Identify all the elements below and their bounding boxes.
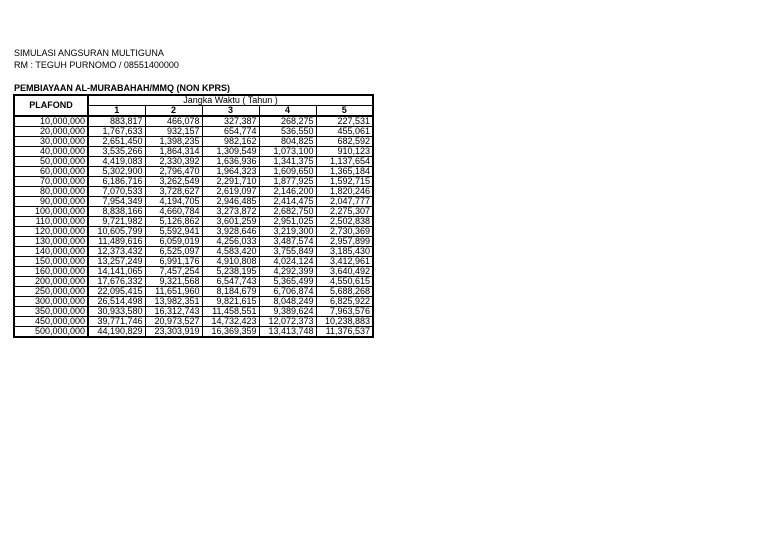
plafond-cell: 90,000,000 (14, 197, 88, 207)
installment-cell: 2,275,307 (316, 207, 373, 217)
installment-cell: 17,676,332 (88, 277, 145, 287)
installment-cell: 39,771,746 (88, 317, 145, 327)
table-row (14, 207, 373, 217)
installment-cell: 654,774 (202, 127, 259, 137)
installment-cell: 2,957,899 (316, 237, 373, 247)
table-row (14, 327, 373, 338)
installment-cell: 6,186,716 (88, 177, 145, 187)
installment-cell: 11,376,537 (316, 327, 373, 338)
installment-cell: 4,660,784 (145, 207, 202, 217)
installment-cell: 5,302,900 (88, 167, 145, 177)
plafond-cell: 10,000,000 (14, 116, 88, 127)
installment-cell: 4,910,808 (202, 257, 259, 267)
installment-cell: 12,373,432 (88, 247, 145, 257)
installment-cell: 1,309,549 (202, 147, 259, 157)
plafond-cell: 350,000,000 (14, 307, 88, 317)
installment-cell: 2,414,475 (259, 197, 316, 207)
installment-cell: 13,257,249 (88, 257, 145, 267)
year-header: 3 (202, 106, 259, 117)
installment-cell: 3,728,627 (145, 187, 202, 197)
plafond-header: PLAFOND (14, 95, 88, 116)
plafond-cell: 110,000,000 (14, 217, 88, 227)
installment-cell: 2,796,470 (145, 167, 202, 177)
installment-cell: 22,095,415 (88, 287, 145, 297)
plafond-cell: 30,000,000 (14, 137, 88, 147)
table-row (14, 197, 373, 207)
installment-cell: 2,146,200 (259, 187, 316, 197)
year-header: 1 (88, 106, 145, 117)
installment-cell: 9,821,615 (202, 297, 259, 307)
installment-cell: 1,864,314 (145, 147, 202, 157)
year-header: 5 (316, 106, 373, 117)
installment-cell: 13,413,748 (259, 327, 316, 338)
installment-cell: 4,194,705 (145, 197, 202, 207)
document-title: SIMULASI ANGSURAN MULTIGUNA (14, 48, 164, 58)
table-row (14, 247, 373, 257)
installment-cell: 1,592,715 (316, 177, 373, 187)
year-header: 4 (259, 106, 316, 117)
installment-cell: 3,535,266 (88, 147, 145, 157)
table-row (14, 137, 373, 147)
installment-cell: 9,721,982 (88, 217, 145, 227)
installment-cell: 804,825 (259, 137, 316, 147)
table-row (14, 167, 373, 177)
installment-cell: 2,502,838 (316, 217, 373, 227)
installment-cell: 4,583,420 (202, 247, 259, 257)
table-row (14, 317, 373, 327)
installment-cell: 2,291,710 (202, 177, 259, 187)
installment-cell: 5,365,499 (259, 277, 316, 287)
installment-cell: 4,550,615 (316, 277, 373, 287)
installment-cell: 6,825,922 (316, 297, 373, 307)
installment-cell: 268,275 (259, 116, 316, 127)
table-row (14, 277, 373, 287)
installment-cell: 1,609,650 (259, 167, 316, 177)
table-row (14, 157, 373, 167)
installment-cell: 3,487,574 (259, 237, 316, 247)
installment-cell: 1,877,925 (259, 177, 316, 187)
installment-cell: 10,605,799 (88, 227, 145, 237)
installment-cell: 7,963,576 (316, 307, 373, 317)
installment-cell: 2,730,369 (316, 227, 373, 237)
installment-cell: 8,184,679 (202, 287, 259, 297)
installment-cell: 1,964,323 (202, 167, 259, 177)
installment-cell: 8,048,249 (259, 297, 316, 307)
installment-cell: 10,238,883 (316, 317, 373, 327)
installment-cell: 3,755,849 (259, 247, 316, 257)
table-row (14, 116, 373, 127)
installment-cell: 1,365,184 (316, 167, 373, 177)
installment-cell: 1,636,936 (202, 157, 259, 167)
installment-cell: 7,457,254 (145, 267, 202, 277)
installment-cell: 682,592 (316, 137, 373, 147)
installment-cell: 1,398,235 (145, 137, 202, 147)
table-body (14, 116, 373, 337)
installment-cell: 5,238,195 (202, 267, 259, 277)
plafond-cell: 200,000,000 (14, 277, 88, 287)
installment-cell: 1,820,246 (316, 187, 373, 197)
plafond-cell: 100,000,000 (14, 207, 88, 217)
plafond-cell: 140,000,000 (14, 247, 88, 257)
installment-cell: 8,838,166 (88, 207, 145, 217)
installment-cell: 3,601,259 (202, 217, 259, 227)
installment-cell: 20,973,527 (145, 317, 202, 327)
installment-cell: 883,817 (88, 116, 145, 127)
table-row (14, 267, 373, 277)
installment-cell: 3,185,430 (316, 247, 373, 257)
installment-cell: 7,954,349 (88, 197, 145, 207)
installment-cell: 11,458,551 (202, 307, 259, 317)
installment-cell: 1,341,375 (259, 157, 316, 167)
table-row (14, 237, 373, 247)
plafond-cell: 60,000,000 (14, 167, 88, 177)
plafond-cell: 250,000,000 (14, 287, 88, 297)
installment-cell: 2,047,777 (316, 197, 373, 207)
installment-cell: 6,547,743 (202, 277, 259, 287)
installment-cell: 3,928,646 (202, 227, 259, 237)
installment-table (13, 94, 374, 338)
installment-cell: 455,061 (316, 127, 373, 137)
plafond-cell: 50,000,000 (14, 157, 88, 167)
installment-cell: 5,592,941 (145, 227, 202, 237)
plafond-cell: 70,000,000 (14, 177, 88, 187)
table-row (14, 287, 373, 297)
installment-cell: 6,991,176 (145, 257, 202, 267)
table-row (14, 307, 373, 317)
installment-cell: 13,982,351 (145, 297, 202, 307)
installment-cell: 7,070,533 (88, 187, 145, 197)
table-row (14, 147, 373, 157)
plafond-cell: 300,000,000 (14, 297, 88, 307)
table-row (14, 127, 373, 137)
table-row (14, 227, 373, 237)
table-row (14, 257, 373, 267)
plafond-cell: 80,000,000 (14, 187, 88, 197)
installment-cell: 14,732,423 (202, 317, 259, 327)
installment-cell: 1,767,633 (88, 127, 145, 137)
installment-cell: 3,262,549 (145, 177, 202, 187)
installment-cell: 2,946,485 (202, 197, 259, 207)
term-header: Jangka Waktu ( Tahun ) (88, 95, 373, 106)
installment-cell: 3,412,961 (316, 257, 373, 267)
installment-cell: 16,369,359 (202, 327, 259, 338)
installment-cell: 26,514,498 (88, 297, 145, 307)
plafond-cell: 120,000,000 (14, 227, 88, 237)
table-row (14, 177, 373, 187)
installment-cell: 30,933,580 (88, 307, 145, 317)
installment-cell: 23,303,919 (145, 327, 202, 338)
section-title: PEMBIAYAAN AL-MURABAHAH/MMQ (NON KPRS) (14, 83, 230, 93)
installment-cell: 3,273,872 (202, 207, 259, 217)
installment-cell: 6,059,019 (145, 237, 202, 247)
installment-cell: 2,330,392 (145, 157, 202, 167)
installment-cell: 3,219,300 (259, 227, 316, 237)
relationship-manager-line: RM : TEGUH PURNOMO / 08551400000 (14, 60, 179, 70)
plafond-cell: 450,000,000 (14, 317, 88, 327)
installment-cell: 9,389,624 (259, 307, 316, 317)
installment-cell: 536,550 (259, 127, 316, 137)
plafond-cell: 130,000,000 (14, 237, 88, 247)
installment-cell: 11,651,960 (145, 287, 202, 297)
installment-cell: 9,321,568 (145, 277, 202, 287)
installment-cell: 932,157 (145, 127, 202, 137)
installment-cell: 910,123 (316, 147, 373, 157)
plafond-cell: 40,000,000 (14, 147, 88, 157)
installment-cell: 16,312,743 (145, 307, 202, 317)
installment-cell: 1,073,100 (259, 147, 316, 157)
plafond-cell: 150,000,000 (14, 257, 88, 267)
plafond-cell: 500,000,000 (14, 327, 88, 338)
year-header: 2 (145, 106, 202, 117)
installment-cell: 4,256,033 (202, 237, 259, 247)
plafond-cell: 20,000,000 (14, 127, 88, 137)
installment-cell: 6,525,097 (145, 247, 202, 257)
table-row (14, 187, 373, 197)
installment-cell: 11,489,616 (88, 237, 145, 247)
table-row (14, 297, 373, 307)
installment-cell: 6,706,874 (259, 287, 316, 297)
plafond-cell: 160,000,000 (14, 267, 88, 277)
installment-cell: 2,651,450 (88, 137, 145, 147)
installment-cell: 227,531 (316, 116, 373, 127)
installment-cell: 5,126,862 (145, 217, 202, 227)
installment-cell: 2,951,025 (259, 217, 316, 227)
installment-cell: 14,141,065 (88, 267, 145, 277)
installment-cell: 5,688,268 (316, 287, 373, 297)
installment-cell: 4,419,083 (88, 157, 145, 167)
table-row (14, 217, 373, 227)
installment-cell: 3,640,492 (316, 267, 373, 277)
installment-cell: 4,292,399 (259, 267, 316, 277)
installment-cell: 2,682,750 (259, 207, 316, 217)
installment-cell: 4,024,124 (259, 257, 316, 267)
installment-cell: 12,072,373 (259, 317, 316, 327)
installment-cell: 1,137,654 (316, 157, 373, 167)
installment-cell: 982,162 (202, 137, 259, 147)
installment-cell: 2,619,097 (202, 187, 259, 197)
installment-cell: 327,387 (202, 116, 259, 127)
installment-cell: 44,190,829 (88, 327, 145, 338)
installment-cell: 466,078 (145, 116, 202, 127)
